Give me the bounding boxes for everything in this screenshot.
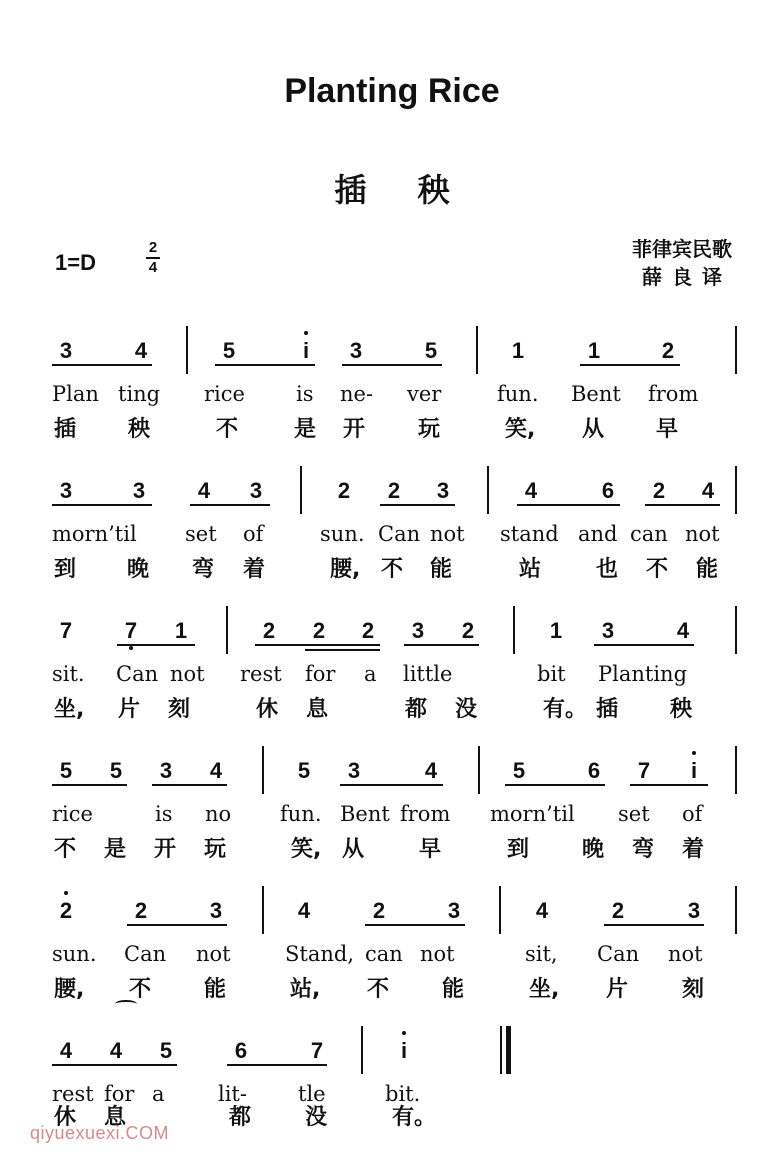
- lyric-en: stand: [500, 522, 559, 546]
- note: 4: [197, 478, 211, 503]
- lyric-zh: 腰,: [330, 557, 361, 582]
- lyric-en: not: [685, 522, 720, 546]
- bar-line: [735, 886, 737, 934]
- beam: [342, 364, 442, 366]
- beam: [255, 644, 380, 646]
- lyric-zh: 也: [596, 557, 619, 582]
- music-system-6: [0, 1038, 784, 1168]
- lyric-zh: 玩: [204, 837, 227, 862]
- beam: [127, 924, 227, 926]
- bar-line: [262, 746, 264, 794]
- lyric-zh: 是: [294, 417, 317, 442]
- lyric-zh: 能: [442, 977, 465, 1002]
- note: 5: [297, 758, 311, 783]
- note: 1: [174, 618, 188, 643]
- beam: [117, 644, 195, 646]
- lyric-en: from: [400, 802, 451, 826]
- lyric-zh: 弯: [632, 837, 655, 862]
- note: 4: [209, 758, 223, 783]
- lyric-en: can: [630, 522, 668, 546]
- lyric-en: fun.: [497, 382, 539, 406]
- lyric-en: Can: [378, 522, 421, 546]
- bar-line: [499, 886, 501, 934]
- note: 3: [447, 898, 461, 923]
- bar-line: [735, 466, 737, 514]
- lyric-zh: 休: [256, 697, 279, 722]
- lyric-en: fun.: [280, 802, 322, 826]
- lyric-en: rest: [52, 1082, 94, 1106]
- note: 7: [310, 1038, 324, 1063]
- lyric-zh: 不: [646, 557, 669, 582]
- bar-line: [226, 606, 228, 654]
- lyric-en: lit-: [218, 1082, 247, 1106]
- note: 2: [361, 618, 375, 643]
- note: 2: [461, 618, 475, 643]
- lyric-en: rice: [204, 382, 245, 406]
- lyric-zh: 刻: [682, 977, 705, 1002]
- note: 7: [59, 618, 73, 643]
- lyric-zh: 能: [430, 557, 453, 582]
- lyric-zh: 刻: [168, 697, 191, 722]
- lyric-en: morn’til: [52, 522, 137, 546]
- note: 4: [676, 618, 690, 643]
- bar-line: [500, 1026, 502, 1074]
- bar-line: [478, 746, 480, 794]
- note: 6: [587, 758, 601, 783]
- bar-line: [300, 466, 302, 514]
- beam: [340, 784, 443, 786]
- origin-credit: 菲律宾民歌: [632, 237, 732, 261]
- note: 6: [601, 478, 615, 503]
- lyric-zh: 笑,: [505, 417, 536, 442]
- lyric-zh: 不: [367, 977, 390, 1002]
- lyric-zh: 着: [243, 557, 266, 582]
- lyric-en: for: [104, 1082, 135, 1106]
- lyric-zh: 到: [54, 557, 77, 582]
- lyric-zh: 早: [656, 417, 679, 442]
- key-signature: 1=D: [55, 250, 96, 275]
- lyric-zh: 站,: [290, 977, 321, 1002]
- bar-line: [186, 326, 188, 374]
- lyric-en: bit: [537, 662, 566, 686]
- note: 3: [59, 478, 73, 503]
- note: 2: [262, 618, 276, 643]
- note: 3: [347, 758, 361, 783]
- lyric-zh: 没: [305, 1105, 328, 1130]
- note: 1: [587, 338, 601, 363]
- beam: [190, 504, 270, 506]
- lyric-zh: 腰,: [54, 977, 85, 1002]
- note: 6: [234, 1038, 248, 1063]
- lyric-en: ne-: [340, 382, 374, 406]
- bar-line: [735, 746, 737, 794]
- lyric-zh: 片: [118, 697, 141, 722]
- lyric-en: not: [668, 942, 703, 966]
- lyric-zh: 是: [104, 837, 127, 862]
- note: 5: [512, 758, 526, 783]
- lyric-en: not: [196, 942, 231, 966]
- note: 3: [59, 338, 73, 363]
- lyric-en: rice: [52, 802, 93, 826]
- lyric-en: of: [243, 522, 264, 546]
- beam: [604, 924, 704, 926]
- lyric-en: sun.: [52, 942, 97, 966]
- bar-line: [735, 326, 737, 374]
- note: 3: [601, 618, 615, 643]
- lyric-en: sun.: [320, 522, 365, 546]
- lyric-zh: 晚: [127, 557, 150, 582]
- lyric-en: sit.: [52, 662, 85, 686]
- note: 4: [297, 898, 311, 923]
- lyric-zh: 弯: [192, 557, 215, 582]
- beam: [505, 784, 605, 786]
- lyric-en: tle: [298, 1082, 326, 1106]
- lyric-zh: 坐,: [54, 697, 85, 722]
- lyric-zh: 不: [381, 557, 404, 582]
- lyric-zh: 玩: [418, 417, 441, 442]
- beam: [152, 784, 227, 786]
- note: i: [393, 1038, 415, 1064]
- lyric-zh: 从: [582, 417, 605, 442]
- bar-line: [262, 886, 264, 934]
- beam: [215, 364, 315, 366]
- lyric-zh: 插: [596, 697, 619, 722]
- lyric-zh: 秧: [670, 697, 693, 722]
- beam: [52, 364, 152, 366]
- lyric-zh: 没: [455, 697, 478, 722]
- note: 1: [549, 618, 563, 643]
- site-watermark: qiyuexuexi.COM: [30, 1123, 170, 1143]
- beam: [517, 504, 620, 506]
- note: 4: [109, 1038, 123, 1063]
- lyric-zh: 能: [204, 977, 227, 1002]
- beam: [645, 504, 720, 506]
- lyric-zh: 有。: [543, 697, 588, 722]
- lyric-en: Can: [116, 662, 159, 686]
- beam: [380, 504, 455, 506]
- lyric-en: ting: [118, 382, 161, 406]
- note: 2: [372, 898, 386, 923]
- note: 3: [132, 478, 146, 503]
- lyric-en: not: [420, 942, 455, 966]
- credits: [632, 235, 732, 291]
- lyric-zh: 坐,: [529, 977, 560, 1002]
- note: 2: [611, 898, 625, 923]
- bar-line: [476, 326, 478, 374]
- beam: [594, 644, 694, 646]
- lyric-zh: 息: [104, 1105, 127, 1130]
- lyric-zh: 着: [682, 837, 705, 862]
- note: 4: [424, 758, 438, 783]
- lyric-en: Can: [597, 942, 640, 966]
- beam: [52, 504, 152, 506]
- bar-line: [735, 606, 737, 654]
- lyric-en: is: [155, 802, 173, 826]
- lyric-en: from: [648, 382, 699, 406]
- lyric-en: Can: [124, 942, 167, 966]
- beam: [580, 364, 680, 366]
- note: 4: [59, 1038, 73, 1063]
- note: 3: [249, 478, 263, 503]
- note: 2: [337, 478, 351, 503]
- note: 2: [134, 898, 148, 923]
- lyric-en: sit,: [525, 942, 558, 966]
- beam: [365, 924, 465, 926]
- note: 4: [535, 898, 549, 923]
- note: i: [295, 338, 317, 364]
- lyric-zh: 插: [54, 417, 77, 442]
- music-system-4: [0, 758, 784, 888]
- lyric-zh: 有。: [392, 1105, 437, 1130]
- time-numerator: 2: [148, 239, 158, 256]
- lyric-zh: 秧: [128, 417, 151, 442]
- lyric-en: is: [296, 382, 314, 406]
- note: 3: [209, 898, 223, 923]
- note: 3: [687, 898, 701, 923]
- note: 2: [387, 478, 401, 503]
- lyric-zh: 站: [519, 557, 542, 582]
- lyric-zh: 都: [405, 697, 428, 722]
- lyric-en: can: [365, 942, 403, 966]
- lyric-en: a: [152, 1082, 165, 1106]
- lyric-en: little: [403, 662, 453, 686]
- beam: [52, 784, 127, 786]
- note: 5: [109, 758, 123, 783]
- lyric-en: ver: [407, 382, 442, 406]
- music-system-1: [0, 338, 784, 468]
- lyric-en: not: [430, 522, 465, 546]
- song-title-chinese: 插 秧: [334, 171, 450, 209]
- beam: [404, 644, 479, 646]
- music-system-5: [0, 898, 784, 1028]
- beam: [52, 1064, 177, 1066]
- note: 2: [55, 898, 77, 924]
- beam: [305, 649, 380, 651]
- lyric-en: set: [618, 802, 650, 826]
- final-bar-line: [506, 1026, 511, 1074]
- lyric-en: a: [364, 662, 377, 686]
- lyric-zh: 晚: [582, 837, 605, 862]
- note: 4: [524, 478, 538, 503]
- lyric-en: not: [170, 662, 205, 686]
- note: 5: [424, 338, 438, 363]
- note: 4: [701, 478, 715, 503]
- note: i: [683, 758, 705, 784]
- music-system-3: [0, 618, 784, 748]
- beam: [227, 1064, 327, 1066]
- bar-line: [487, 466, 489, 514]
- note: 1: [511, 338, 525, 363]
- lyric-zh: 能: [696, 557, 719, 582]
- note: 5: [59, 758, 73, 783]
- translator-credit: 薛良译: [642, 265, 732, 289]
- note: 4: [134, 338, 148, 363]
- lyric-zh: 都: [229, 1105, 252, 1130]
- lyric-en: of: [682, 802, 703, 826]
- lyric-en: Planting: [598, 662, 688, 686]
- lyric-zh: 开: [154, 837, 177, 862]
- lyric-en: rest: [240, 662, 282, 686]
- lyric-zh: 开: [343, 417, 366, 442]
- lyric-zh: 不: [54, 837, 77, 862]
- note: 3: [349, 338, 363, 363]
- bar-line: [361, 1026, 363, 1074]
- lyric-en: Bent: [340, 802, 390, 826]
- lyric-zh: 息: [306, 697, 329, 722]
- note: 2: [661, 338, 675, 363]
- lyric-zh: 笑,: [291, 837, 322, 862]
- note: 5: [222, 338, 236, 363]
- lyric-en: and: [578, 522, 618, 546]
- lyric-en: Stand,: [285, 942, 354, 966]
- time-signature: [146, 240, 160, 276]
- music-system-2: [0, 478, 784, 608]
- lyric-en: for: [305, 662, 336, 686]
- lyric-en: set: [185, 522, 217, 546]
- lyric-en: no: [205, 802, 232, 826]
- lyric-en: morn’til: [490, 802, 575, 826]
- lyric-zh: 片: [606, 977, 629, 1002]
- lyric-en: Bent: [571, 382, 621, 406]
- note: 5: [159, 1038, 173, 1063]
- lyric-zh: 休: [54, 1105, 77, 1130]
- note: 7: [120, 618, 142, 644]
- lyric-zh: 到: [507, 837, 530, 862]
- song-title-english: Planting Rice: [284, 72, 500, 110]
- time-denominator: 4: [148, 259, 158, 276]
- note: 3: [436, 478, 450, 503]
- lyric-en: bit.: [385, 1082, 421, 1106]
- note: 2: [312, 618, 326, 643]
- lyric-zh: 早: [419, 837, 442, 862]
- note: 7: [637, 758, 651, 783]
- lyric-zh: 从: [342, 837, 365, 862]
- bar-line: [513, 606, 515, 654]
- lyric-en: Plan: [52, 382, 99, 406]
- note: 3: [411, 618, 425, 643]
- note: 3: [159, 758, 173, 783]
- beam: [630, 784, 708, 786]
- lyric-zh: 不: [129, 977, 152, 1002]
- note: 2: [652, 478, 666, 503]
- tie-mark: [115, 1000, 137, 1008]
- lyric-zh: 不: [216, 417, 239, 442]
